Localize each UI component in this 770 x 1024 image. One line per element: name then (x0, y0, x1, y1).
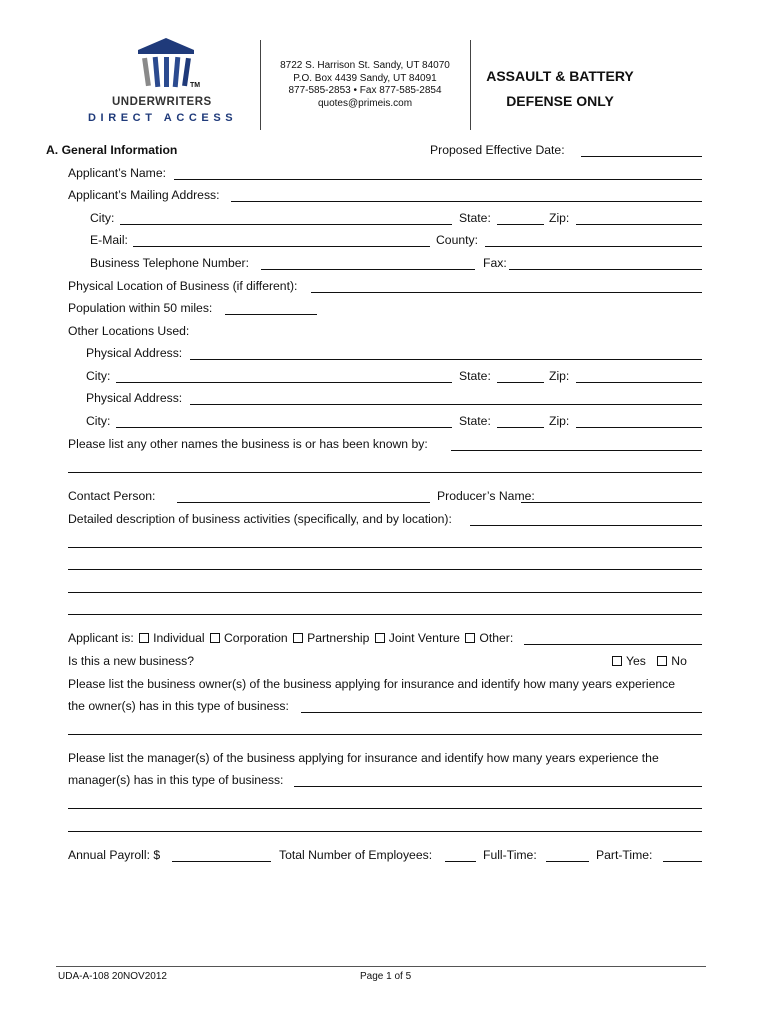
part-time-label: Part-Time: (596, 848, 653, 862)
other-checkbox[interactable] (465, 633, 475, 643)
city-3-field[interactable] (116, 427, 452, 428)
address-street: 8722 S. Harrison St. Sandy, UT 84070 (280, 60, 450, 71)
state-3-field[interactable] (497, 427, 544, 428)
county-field[interactable] (485, 246, 702, 247)
zip-3-label: Zip: (549, 414, 570, 428)
city-field[interactable] (120, 224, 452, 225)
description-line-2[interactable] (68, 547, 702, 548)
new-business-label: Is this a new business? (68, 654, 195, 668)
address-pobox: P.O. Box 4439 Sandy, UT 84091 (293, 72, 437, 84)
annual-payroll-field[interactable] (172, 861, 271, 862)
logo-name: UNDERWRITERS (112, 96, 212, 108)
partnership-label: Partnership (307, 631, 370, 645)
physical-address-1-label: Physical Address: (86, 346, 183, 360)
other-locations-label: Other Locations Used: (68, 324, 190, 338)
applicant-is-label: Applicant is: (68, 631, 134, 645)
population-field[interactable] (225, 314, 317, 315)
state-label: State: (459, 211, 491, 225)
contact-person-field[interactable] (177, 502, 430, 503)
joint-venture-label: Joint Venture (388, 631, 460, 645)
applicants-name-field[interactable] (174, 179, 702, 180)
managers-text-line2: manager(s) has in this type of business: (68, 773, 284, 787)
no-checkbox[interactable] (657, 656, 667, 666)
partnership-checkbox[interactable] (293, 633, 303, 643)
form-title-line1: ASSAULT & BATTERY (486, 68, 634, 84)
population-label: Population within 50 miles: (68, 301, 213, 315)
proposed-effective-date-label: Proposed Effective Date: (430, 143, 565, 157)
managers-field-line3[interactable] (68, 831, 702, 832)
business-phone-field[interactable] (261, 269, 475, 270)
managers-text-line1: Please list the manager(s) of the business applying for insurance and identify how many years experience the (68, 751, 659, 765)
producers-name-field[interactable] (521, 502, 702, 503)
joint-venture-checkbox[interactable] (375, 633, 385, 643)
zip-2-field[interactable] (576, 382, 702, 383)
contact-person-label: Contact Person: (68, 489, 156, 503)
description-line-3[interactable] (68, 569, 702, 570)
applicants-name-label: Applicant’s Name: (68, 166, 166, 180)
description-label: Detailed description of business activities (specifically, and by location): (68, 512, 452, 526)
building-logo-icon (82, 36, 252, 96)
no-label: No (671, 654, 687, 668)
state-3-label: State: (459, 414, 491, 428)
city-label: City: (90, 211, 115, 225)
form-title-line2: DEFENSE ONLY (506, 93, 614, 109)
business-phone-label: Business Telephone Number: (90, 256, 249, 270)
physical-address-1-field[interactable] (190, 359, 702, 360)
individual-checkbox[interactable] (139, 633, 149, 643)
yes-checkbox[interactable] (612, 656, 622, 666)
page-number: Page 1 of 5 (360, 971, 412, 982)
mailing-address-label: Applicant’s Mailing Address: (68, 188, 220, 202)
owners-text-line1: Please list the business owner(s) of the business applying for insurance and identify how many years experience (68, 677, 675, 691)
logo-subtitle: DIRECT ACCESS (88, 112, 238, 124)
state-2-label: State: (459, 369, 491, 383)
city-2-field[interactable] (116, 382, 452, 383)
physical-address-2-field[interactable] (190, 404, 702, 405)
state-field[interactable] (497, 224, 544, 225)
city-3-label: City: (86, 414, 111, 428)
company-logo (82, 36, 252, 128)
physical-address-2-label: Physical Address: (86, 391, 183, 405)
address-phone-fax: 877-585-2853 • Fax 877-585-2854 (288, 85, 442, 96)
owners-text-line2: the owner(s) has in this type of business: (68, 699, 289, 713)
company-address (262, 60, 468, 110)
corporation-label: Corporation (224, 631, 288, 645)
email-field[interactable] (133, 246, 430, 247)
logo-tm: TM (190, 82, 201, 89)
full-time-label: Full-Time: (483, 848, 537, 862)
header-divider-left (260, 40, 261, 130)
annual-payroll-label: Annual Payroll: $ (68, 848, 161, 862)
proposed-effective-date-field[interactable] (581, 156, 702, 157)
state-2-field[interactable] (497, 382, 544, 383)
other-names-field[interactable] (451, 450, 702, 451)
other-names-label: Please list any other names the business is or has been known by: (68, 437, 428, 451)
form-id: UDA-A-108 20NOV2012 (58, 971, 167, 982)
corporation-checkbox[interactable] (210, 633, 220, 643)
description-field[interactable] (470, 525, 702, 526)
physical-location-field[interactable] (311, 292, 702, 293)
mailing-address-field[interactable] (231, 201, 702, 202)
section-a-heading: A. General Information (46, 143, 178, 157)
other-type-field[interactable] (524, 644, 702, 645)
producers-name-label: Producer’s Name: (437, 489, 535, 503)
owners-field[interactable] (301, 712, 702, 713)
county-label: County: (436, 233, 479, 247)
other-names-field-line2[interactable] (68, 472, 702, 473)
city-2-label: City: (86, 369, 111, 383)
applicant-type-row (68, 631, 513, 645)
new-business-options (610, 654, 687, 668)
other-label: Other: (479, 631, 514, 645)
description-line-5[interactable] (68, 614, 702, 615)
address-email: quotes@primeis.com (317, 97, 413, 109)
footer-rule (56, 966, 706, 967)
managers-field[interactable] (294, 786, 702, 787)
total-employees-label: Total Number of Employees: (279, 848, 433, 862)
part-time-field[interactable] (663, 861, 702, 862)
total-employees-field[interactable] (445, 861, 476, 862)
individual-label: Individual (153, 631, 205, 645)
zip-label: Zip: (549, 211, 570, 225)
email-label: E-Mail: (90, 233, 128, 247)
yes-label: Yes (626, 654, 646, 668)
full-time-field[interactable] (546, 861, 589, 862)
managers-field-line2[interactable] (68, 808, 702, 809)
physical-location-label: Physical Location of Business (if different): (68, 279, 298, 293)
zip-3-field[interactable] (576, 427, 702, 428)
fax-field[interactable] (509, 269, 702, 270)
zip-2-label: Zip: (549, 369, 570, 383)
description-line-4[interactable] (68, 592, 702, 593)
zip-field[interactable] (576, 224, 702, 225)
owners-field-line2[interactable] (68, 734, 702, 735)
fax-label: Fax: (483, 256, 507, 270)
header-divider-right (470, 40, 471, 130)
